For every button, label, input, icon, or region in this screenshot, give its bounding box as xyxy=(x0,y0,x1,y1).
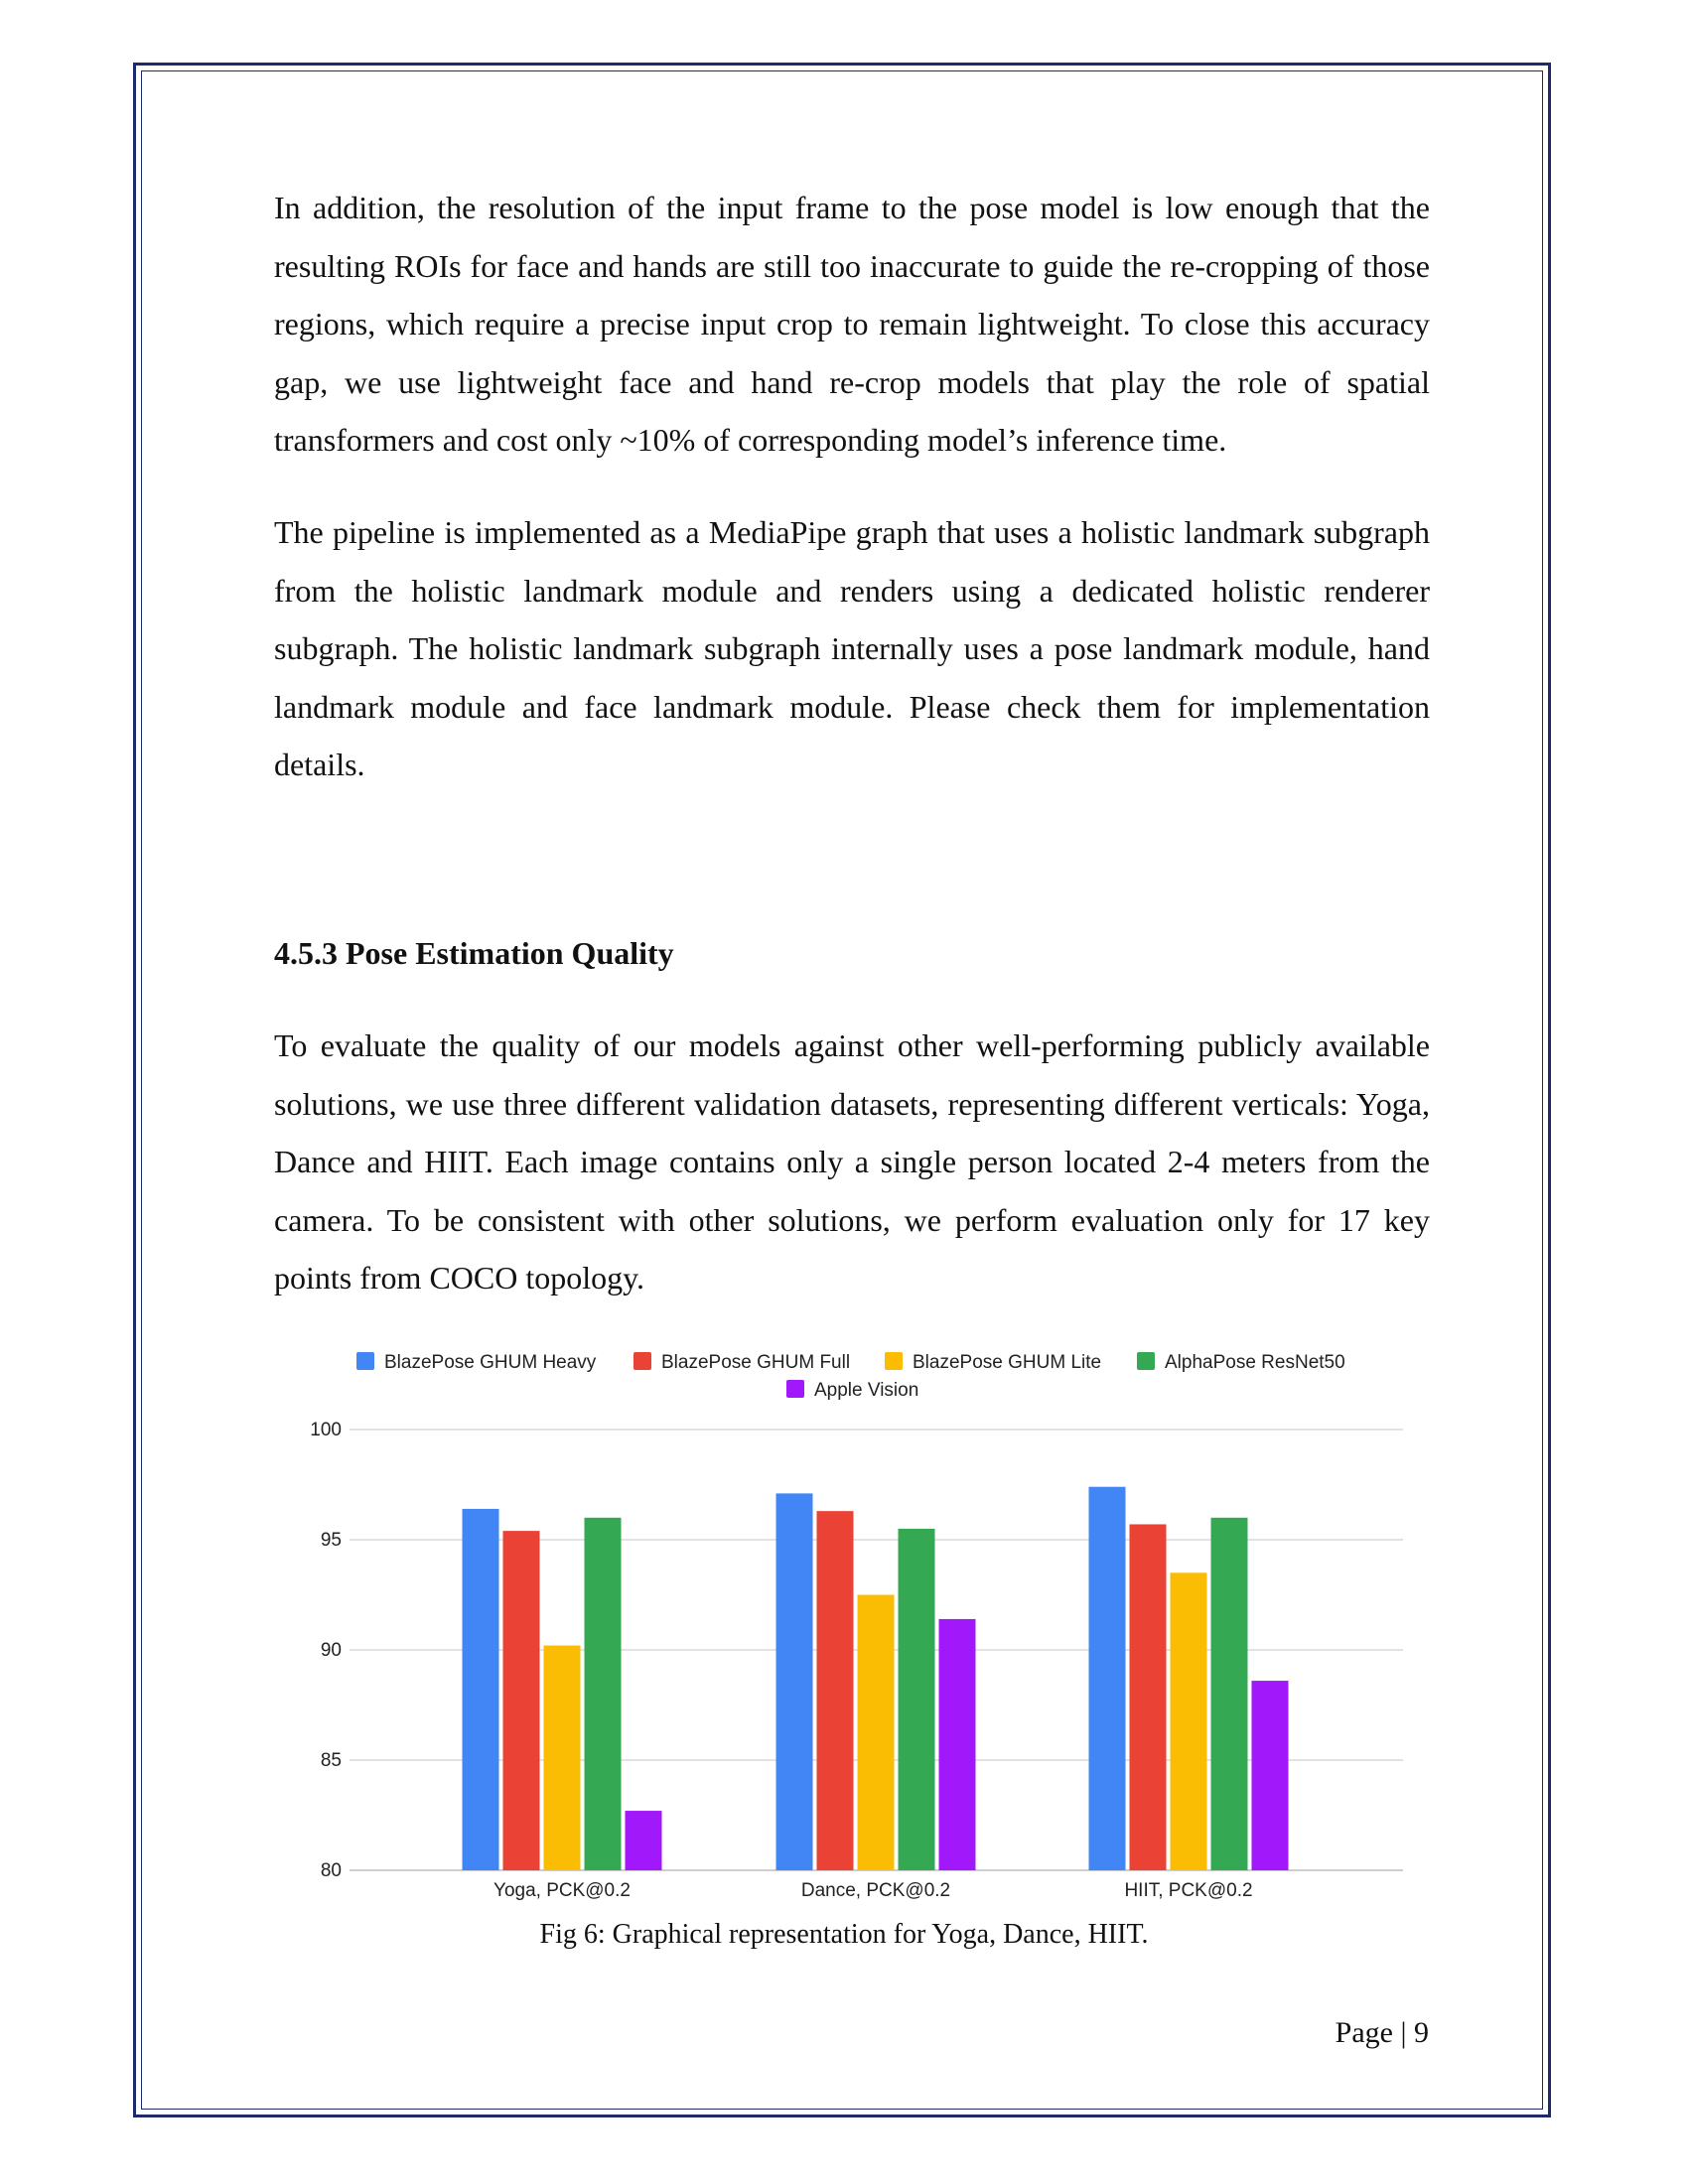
bar xyxy=(939,1619,976,1870)
y-tick-label: 90 xyxy=(320,1640,342,1661)
paragraph-resolution: In addition, the resolution of the input frame to the pose model is low enough that the resulting ROIs for face and hands are still too inaccurate to guide the re-cropping of those regions, which require a precise input crop to remain lightweight. To close this accuracy gap, we use lightweight face and hand re-crop models that play the role of spatial transformers and cost only ~10% of corresponding model’s inference time. xyxy=(274,190,1430,458)
bar xyxy=(1171,1572,1207,1870)
bar xyxy=(1252,1681,1289,1870)
legend-label: AlphaPose ResNet50 xyxy=(1165,1352,1345,1373)
bar xyxy=(503,1531,540,1870)
legend-label: BlazePose GHUM Heavy xyxy=(384,1352,597,1373)
bar xyxy=(1211,1518,1248,1870)
y-tick-label: 95 xyxy=(320,1530,342,1551)
bar xyxy=(544,1646,581,1870)
legend-swatch xyxy=(1137,1352,1155,1370)
paragraph-pipeline: The pipeline is implemented as a MediaPipe graph that uses a holistic landmark subgraph from the holistic landmark module and renders using a dedicated holistic renderer subgraph. The holistic landmark subgraph internally uses a pose landmark module, hand landmark module and face landmark module. Please check them for implementation details. xyxy=(274,514,1430,782)
bar xyxy=(776,1493,813,1870)
bar xyxy=(1089,1487,1126,1870)
page-number: Page | 9 xyxy=(1335,2016,1429,2049)
paragraph-evaluation: To evaluate the quality of our models against other well-performing publicly available solutions, we use three different validation datasets, representing different verticals: Yoga, Dance and HIIT. Each image contains only a single person located 2-4 meters from the camera. To be consistent with other solutions, we perform evaluation only for 17 key points from COCO topology. xyxy=(274,1027,1430,1296)
y-tick-label: 85 xyxy=(320,1750,342,1771)
legend-label: Apple Vision xyxy=(814,1380,919,1401)
chart-legend xyxy=(356,1352,1345,1401)
legend-swatch xyxy=(356,1352,374,1370)
x-tick-label: Dance, PCK@0.2 xyxy=(800,1880,951,1901)
bar xyxy=(463,1509,499,1870)
figure-caption: Fig 6: Graphical representation for Yoga, Dance, HIIT. xyxy=(539,1919,1149,1950)
bar xyxy=(626,1811,662,1870)
legend-label: BlazePose GHUM Full xyxy=(661,1352,851,1373)
legend-label: BlazePose GHUM Lite xyxy=(913,1352,1102,1373)
chart-bars xyxy=(463,1487,1289,1870)
bar xyxy=(899,1529,935,1870)
y-tick-label: 100 xyxy=(310,1420,342,1440)
legend-swatch xyxy=(633,1352,651,1370)
bar xyxy=(817,1511,854,1870)
x-tick-label: Yoga, PCK@0.2 xyxy=(493,1880,631,1901)
legend-swatch xyxy=(786,1380,804,1398)
bar xyxy=(585,1518,622,1870)
section-heading: 4.5.3 Pose Estimation Quality xyxy=(274,935,674,971)
y-tick-label: 80 xyxy=(320,1860,342,1881)
x-tick-label: HIIT, PCK@0.2 xyxy=(1124,1880,1253,1901)
bar xyxy=(1130,1524,1167,1870)
bar xyxy=(858,1595,895,1871)
legend-swatch xyxy=(885,1352,903,1370)
